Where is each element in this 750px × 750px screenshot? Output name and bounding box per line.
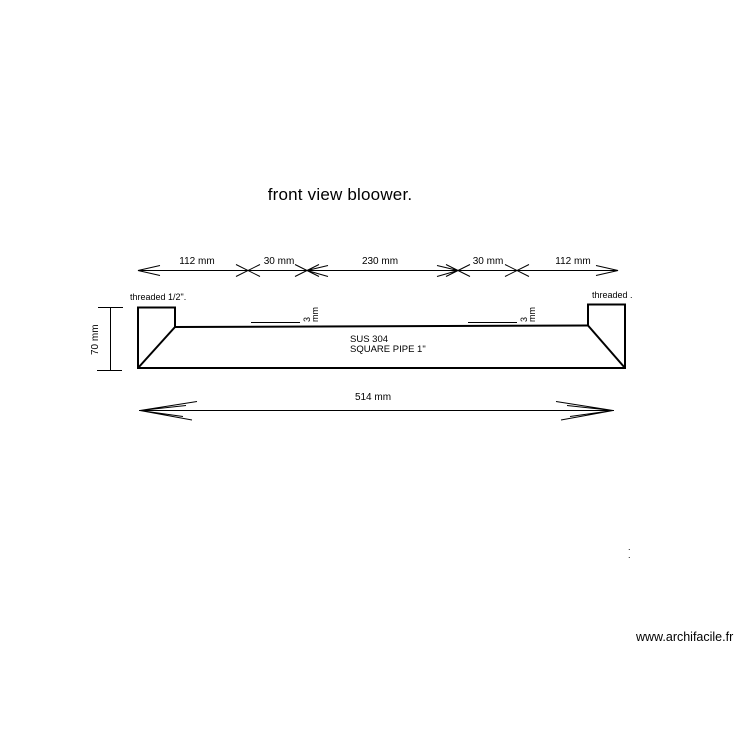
dimension-label-112-left: 112 mm: [179, 256, 215, 267]
left-threaded-tab-outline: [138, 308, 175, 369]
material-note: [350, 335, 426, 355]
height-dimension-label: 70 mm: [90, 324, 101, 355]
left-gusset-diagonal: [138, 327, 175, 368]
material-note-line1: SUS 304: [350, 334, 389, 345]
right-tab-annotation: threaded .: [592, 290, 633, 300]
overall-dimension-label: 514 mm: [354, 392, 392, 403]
body-top-edge: [175, 326, 588, 328]
stray-dot: .: [628, 550, 631, 560]
dimension-label-30-left: 30 mm: [263, 256, 295, 267]
left-tab-annotation: threaded 1/2".: [130, 292, 187, 302]
right-gusset-diagonal: [588, 326, 625, 369]
drawing-title: front view bloower.: [267, 185, 413, 204]
archifacile-watermark: www.archifacile.fr: [636, 630, 734, 644]
thickness-label-right: 3 mm: [519, 307, 537, 322]
dimension-label-30-right: 30 mm: [472, 256, 504, 267]
stray-dot: .: [628, 542, 631, 552]
dimension-label-230: 230 mm: [361, 256, 399, 267]
thickness-label-left: 3 mm: [302, 307, 320, 322]
material-note-line2: SQUARE PIPE 1": [350, 344, 426, 355]
right-threaded-tab-outline: [588, 305, 625, 369]
dimension-label-112-right: 112 mm: [555, 256, 591, 267]
